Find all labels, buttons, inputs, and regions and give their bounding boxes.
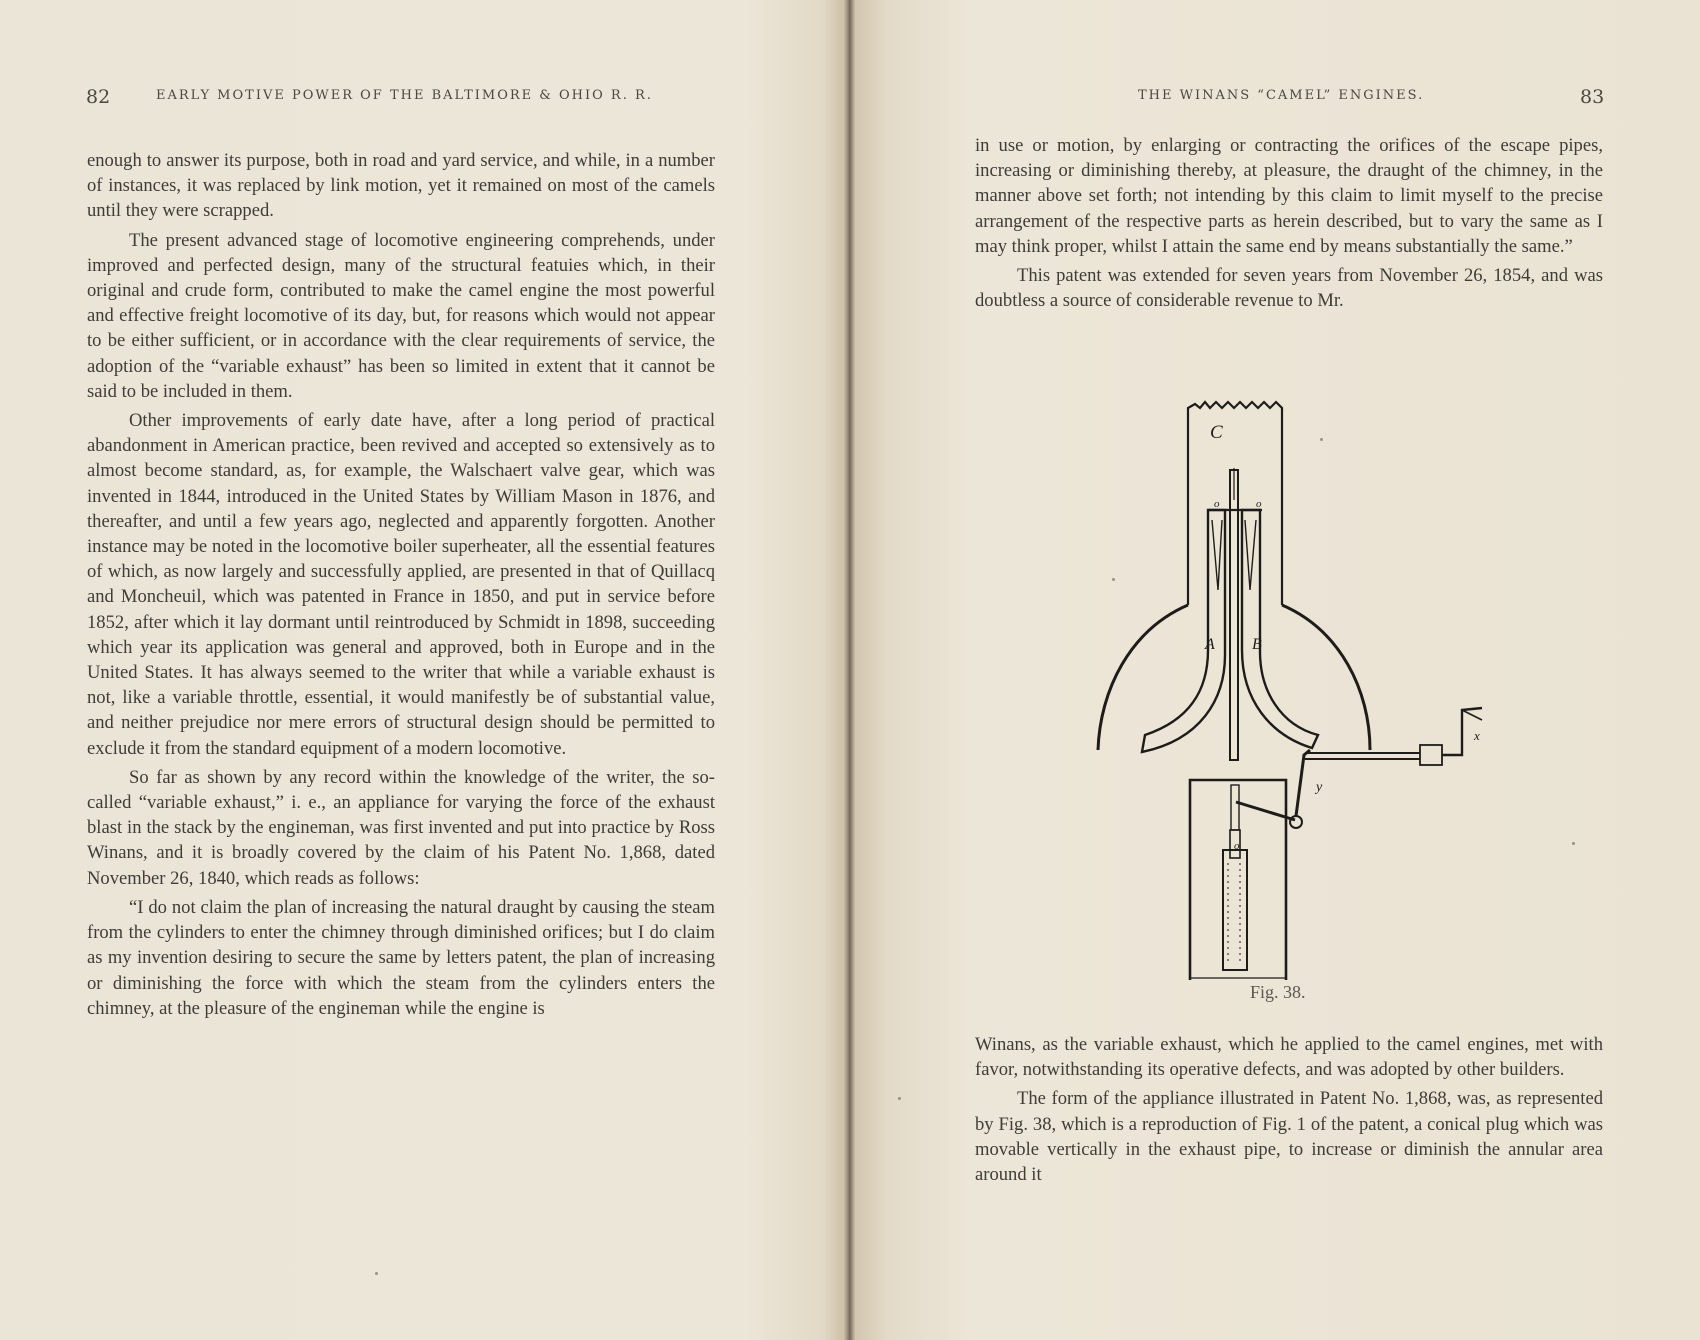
left-page-body [87,148,715,1025]
paragraph: So far as shown by any record within the knowledge of the writer, the so-called “variable exhaust,” i. e., an appliance for varying the force of the exhaust blast in the stack by the engineman, was first invented and put into practice by Ross Winans, and it is broadly covered by the claim of his Patent No. 1,868, dated November 26, 1840, which reads as follows: [87,766,715,889]
paper-speck [1320,438,1323,441]
figure-label-y: y [1316,780,1323,795]
paragraph: in use or motion, by enlarging or contracting the orifices of the escape pipes, increasing or diminishing thereby, at pleasure, the draught of the chimney, in the manner above set forth; not intending by this claim to limit myself to the precise arrangement of the respective parts as herein described, but to vary the same as I may think proper, whilst I attain the same end by means substantially the same.” [975,135,1603,257]
paper-speck [375,1272,378,1275]
paragraph: “I do not claim the plan of increasing the natural draught by causing the steam from the cylinders to enter the chimney through diminished orifices; but I do claim as my invention desiring to secure the same by letters patent, the plan of increasing or diminishing the force with which the steam from the cylinders enters the chimney, at the pleasure of the engineman while the engine is [87,896,715,1019]
figure-label-c: C [1210,422,1223,443]
paragraph: The present advanced stage of locomotive engineering comprehends, under improved and perfected design, many of the structural featuies which, in their original and crude form, contributed to make the camel engine the most powerful and effective freight locomotive of its day, but, for reasons which would not appear to be either sufficient, or in accordance with the clear requirements of service, the adoption of the “variable exhaust” has been so limited in extent that it cannot be said to be included in them. [87,229,715,402]
right-page-bottom-text [975,1032,1603,1191]
paragraph: This patent was extended for seven years from November 26, 1854, and was doubtless a source of considerable revenue to Mr. [975,265,1603,312]
paper-speck [1572,842,1575,845]
right-running-head: THE WINANS “CAMEL” ENGINES. [1138,88,1425,103]
figure-label-o: o [1214,498,1220,510]
figure-38-variable-exhaust-diagram [1090,390,1510,980]
figure-label-a: A [1205,636,1215,653]
handle-rod [1305,753,1420,759]
book-gutter [843,0,855,1340]
paragraph: Winans, as the variable exhaust, which he applied to the camel engines, met with favor, notwithstanding its operative defects, and was adopted by other builders. [975,1034,1603,1081]
chimney-outline [1188,402,1282,590]
left-page-number: 82 [86,86,111,108]
right-page-number: 83 [1580,86,1605,108]
smokebox-dome [1098,605,1188,750]
figure-caption: Fig. 38. [1250,982,1306,1002]
paper-speck [898,1097,901,1100]
exhaust-pipe-base [1190,780,1286,980]
paragraph: The form of the appliance illustrated in Patent No. 1,868, was, as represented by Fig. 38, which is a reproduction of Fig. 1 of the patent, a conical plug which was movable vertically in the exhaust pipe, to increase or diminish the annular area around it [975,1088,1603,1186]
paragraph: enough to answer its purpose, both in road and yard service, and while, in a number of instances, it was replaced by link motion, yet it remained on most of the camels until they were scrapped. [87,150,715,222]
figure-label-o: o [1234,840,1240,852]
left-running-head: EARLY MOTIVE POWER OF THE BALTIMORE & OHIO R. R. [156,88,653,103]
right-page-top-text [975,133,1603,317]
exhaust-pipe-left [1142,510,1225,752]
figure-label-b: B [1252,636,1262,653]
paper-speck [1112,578,1115,581]
paragraph: Other improvements of early date have, after a long period of practical abandonment in American practice, been revived and accepted so extensively as to almost become standard, as, for example, the Walschaert valve gear, which was invented in 1844, introduced in the United States by William Mason in 1876, and thereafter, and until a few years ago, neglected and apparently forgotten. Another instance may be noted in the locomotive boiler superheater, all the essential features of which, as now largely and successfully applied, are presented in that of Quillacq and Moncheuil, which was patented in France in 1850, and put in service before 1852, after which it lay dormant until reintroduced by Schmidt in 1898, succeeding which year its application was general and approved, both in Europe and in the United States. It has always seemed to the writer that while a variable exhaust is not, like a variable throttle, essential, it would manifestly be of substantial value, and neither prejudice nor mere errors of structural design should be permitted to exclude it from the standard equipment of a modern locomotive. [87,410,715,759]
conical-plug-rod [1230,470,1238,760]
figure-label-o: o [1256,498,1262,510]
figure-label-x: x [1474,728,1480,743]
